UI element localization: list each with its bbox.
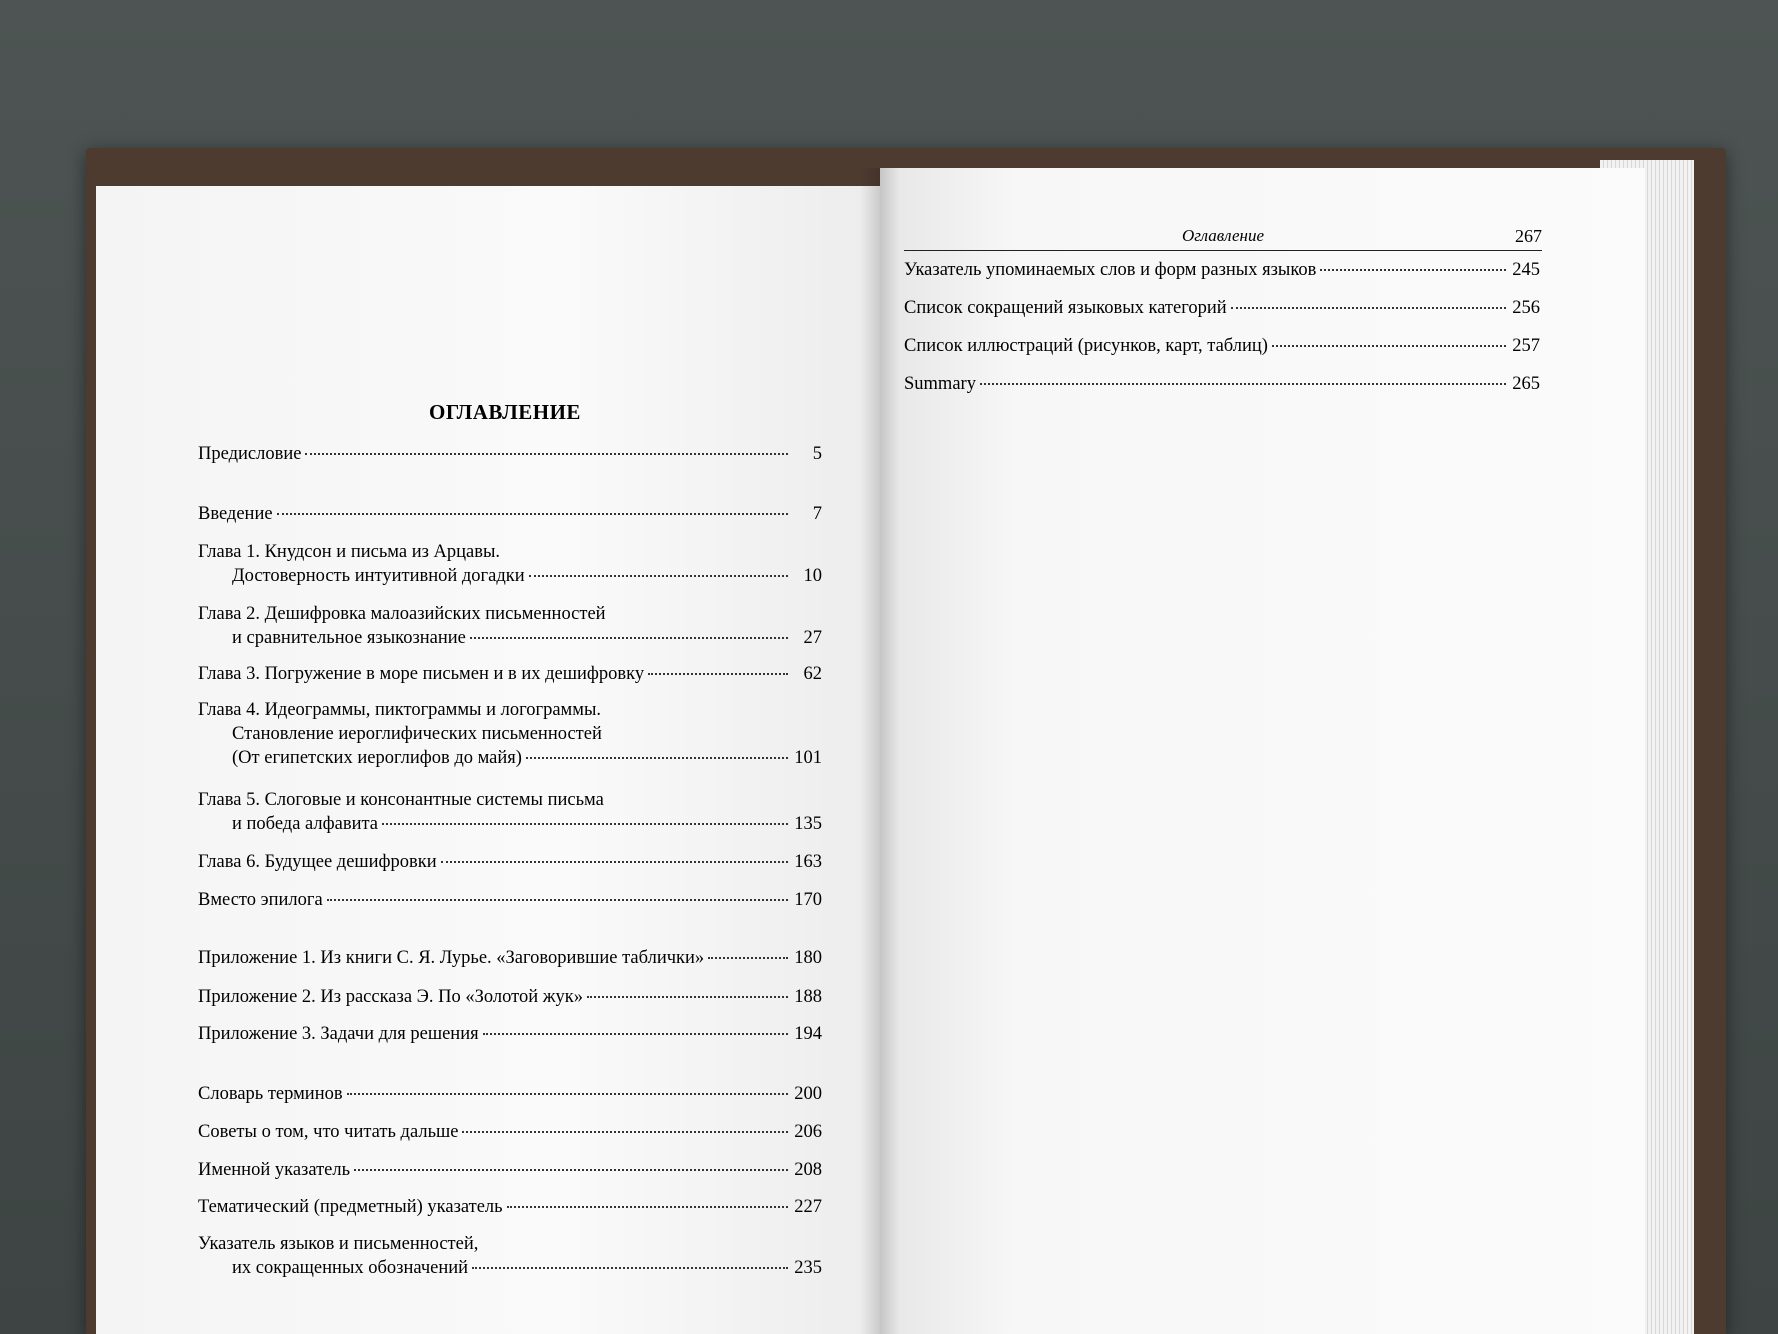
toc-entry bbox=[904, 296, 1540, 320]
toc-entry bbox=[198, 1158, 822, 1182]
leader-dots bbox=[708, 957, 788, 959]
toc-entry bbox=[198, 788, 822, 836]
toc-entry-text: Приложение 2. Из рассказа Э. По «Золотой жук» bbox=[198, 987, 584, 1007]
toc-page-number: 257 bbox=[1512, 336, 1540, 356]
toc-entry-line bbox=[198, 888, 822, 912]
leader-dots bbox=[462, 1131, 788, 1133]
toc-entry-line bbox=[198, 722, 822, 746]
toc-entry-line bbox=[198, 1158, 822, 1182]
toc-page-number: 10 bbox=[803, 566, 822, 586]
toc-entry-text: (От египетских иероглифов до майя) bbox=[232, 748, 522, 768]
leader-dots bbox=[526, 757, 788, 759]
toc-entry-line bbox=[904, 372, 1540, 396]
toc-entry-line bbox=[904, 296, 1540, 320]
leader-dots bbox=[327, 899, 788, 901]
toc-entry bbox=[198, 1120, 822, 1144]
toc-entry-text: Тематический (предметный) указатель bbox=[198, 1197, 503, 1217]
leader-dots bbox=[382, 823, 788, 825]
toc-entry-text: Глава 2. Дешифровка малоазийских письменностей bbox=[198, 604, 606, 624]
toc-entry-line bbox=[198, 985, 822, 1009]
toc-entry-text: их сокращенных обозначений bbox=[232, 1258, 469, 1278]
leader-dots bbox=[441, 861, 788, 863]
toc-entry-line bbox=[198, 698, 822, 722]
toc-entry-text: Именной указатель bbox=[198, 1160, 351, 1180]
toc-entry bbox=[904, 372, 1540, 396]
toc-entry-line bbox=[198, 502, 822, 526]
toc-entry-line bbox=[198, 788, 822, 812]
toc-entry-text: и победа алфавита bbox=[232, 814, 379, 834]
toc-entry-line bbox=[198, 1022, 822, 1046]
toc-page-number: 5 bbox=[812, 444, 822, 464]
leader-dots bbox=[305, 453, 788, 455]
toc-title: ОГЛАВЛЕНИЕ bbox=[429, 400, 581, 424]
page-number: 267 bbox=[1515, 226, 1542, 246]
toc-entry-text: Советы о том, что читать дальше bbox=[198, 1122, 459, 1142]
toc-entry-text: Список сокращений языковых категорий bbox=[904, 298, 1227, 318]
toc-entry-line bbox=[198, 1232, 822, 1256]
leader-dots bbox=[507, 1206, 788, 1208]
toc-entry-line bbox=[198, 564, 822, 588]
leader-dots bbox=[529, 575, 788, 577]
toc-entry-line bbox=[198, 626, 822, 650]
leader-dots bbox=[1272, 345, 1506, 347]
toc-entry-line bbox=[198, 662, 822, 686]
leader-dots bbox=[587, 996, 788, 998]
toc-entry bbox=[198, 540, 822, 588]
toc-page-number: 235 bbox=[794, 1258, 822, 1278]
leader-dots bbox=[347, 1093, 788, 1095]
leader-dots bbox=[1231, 307, 1506, 309]
toc-entry bbox=[198, 888, 822, 912]
toc-entry-text: Приложение 3. Задачи для решения bbox=[198, 1024, 479, 1044]
running-title: Оглавление bbox=[1181, 226, 1265, 245]
toc-entry bbox=[904, 258, 1540, 282]
toc-entry bbox=[198, 1022, 822, 1046]
toc-entry-line bbox=[198, 812, 822, 836]
toc-entry-text: Список иллюстраций (рисунков, карт, таблиц) bbox=[904, 336, 1268, 356]
toc-entry-text: Приложение 1. Из книги С. Я. Лурье. «Заговорившие таблички» bbox=[198, 948, 705, 968]
toc-page-number: 206 bbox=[794, 1122, 822, 1142]
toc-entry bbox=[198, 662, 822, 686]
toc-entry-line bbox=[198, 946, 822, 970]
book-gutter bbox=[860, 168, 900, 1334]
toc-page-number: 62 bbox=[803, 664, 822, 684]
toc-page-number: 208 bbox=[794, 1160, 822, 1180]
leader-dots bbox=[472, 1267, 788, 1269]
toc-entry-line bbox=[198, 746, 822, 770]
toc-entry-text: Введение bbox=[198, 504, 273, 524]
leader-dots bbox=[483, 1033, 788, 1035]
leader-dots bbox=[354, 1169, 788, 1171]
toc-entry bbox=[198, 946, 822, 970]
toc-entry-text: Глава 1. Кнудсон и письма из Арцавы. bbox=[198, 542, 501, 562]
toc-page-number: 245 bbox=[1512, 260, 1540, 280]
toc-entry-text: Глава 3. Погружение в море письмен и в их дешифровку bbox=[198, 664, 645, 684]
toc-entry bbox=[198, 1082, 822, 1106]
toc-page-number: 256 bbox=[1512, 298, 1540, 318]
toc-page-number: 200 bbox=[794, 1084, 822, 1104]
leader-dots bbox=[277, 513, 788, 515]
toc-entry-text: Предисловие bbox=[198, 444, 302, 464]
toc-page-number: 180 bbox=[794, 948, 822, 968]
toc-entry-line bbox=[198, 540, 822, 564]
running-head bbox=[904, 226, 1542, 251]
toc-page-number: 265 bbox=[1512, 374, 1540, 394]
toc-entry-text: Глава 6. Будущее дешифровки bbox=[198, 852, 437, 872]
leader-dots bbox=[1320, 269, 1506, 271]
toc-entry bbox=[198, 698, 822, 770]
toc-entry-text: Словарь терминов bbox=[198, 1084, 343, 1104]
toc-entry bbox=[198, 442, 822, 466]
toc-entry-text: Указатель языков и письменностей, bbox=[198, 1234, 479, 1254]
toc-entry bbox=[198, 502, 822, 526]
toc-entry-text: Становление иероглифических письменностей bbox=[232, 724, 602, 744]
toc-page-number: 163 bbox=[794, 852, 822, 872]
toc-entry-text: Достоверность интуитивной догадки bbox=[232, 566, 525, 586]
toc-page-number: 101 bbox=[794, 748, 822, 768]
toc-entry-line bbox=[198, 1082, 822, 1106]
toc-page-number: 170 bbox=[794, 890, 822, 910]
toc-page-number: 135 bbox=[794, 814, 822, 834]
toc-entry-line bbox=[198, 602, 822, 626]
toc-entry-text: Вместо эпилога bbox=[198, 890, 323, 910]
toc-page-number: 188 bbox=[794, 987, 822, 1007]
leader-dots bbox=[648, 673, 788, 675]
toc-entry-line bbox=[904, 334, 1540, 358]
toc-page-number: 7 bbox=[812, 504, 822, 524]
toc-entry bbox=[198, 602, 822, 650]
toc-entry-line bbox=[198, 1256, 822, 1280]
toc-entry-text: Глава 5. Слоговые и консонантные системы письма bbox=[198, 790, 604, 810]
toc-entry-text: Указатель упоминаемых слов и форм разных языков bbox=[904, 260, 1317, 280]
toc-entry bbox=[904, 334, 1540, 358]
leader-dots bbox=[470, 637, 788, 639]
toc-entry bbox=[198, 1195, 822, 1219]
toc-entry-line bbox=[198, 850, 822, 874]
toc-entry bbox=[198, 1232, 822, 1280]
toc-entry bbox=[198, 850, 822, 874]
toc-entry-line bbox=[198, 442, 822, 466]
toc-page-number: 27 bbox=[803, 628, 822, 648]
toc-page-number: 194 bbox=[794, 1024, 822, 1044]
toc-entry bbox=[198, 985, 822, 1009]
toc-entry-text: Глава 4. Идеограммы, пиктограммы и логограммы. bbox=[198, 700, 602, 720]
toc-entry-line bbox=[198, 1195, 822, 1219]
toc-entry-text: и сравнительное языкознание bbox=[232, 628, 466, 648]
toc-entry-line bbox=[904, 258, 1540, 282]
toc-page-number: 227 bbox=[794, 1197, 822, 1217]
leader-dots bbox=[980, 383, 1506, 385]
toc-entry-text: Summary bbox=[904, 374, 976, 394]
toc-entry-line bbox=[198, 1120, 822, 1144]
